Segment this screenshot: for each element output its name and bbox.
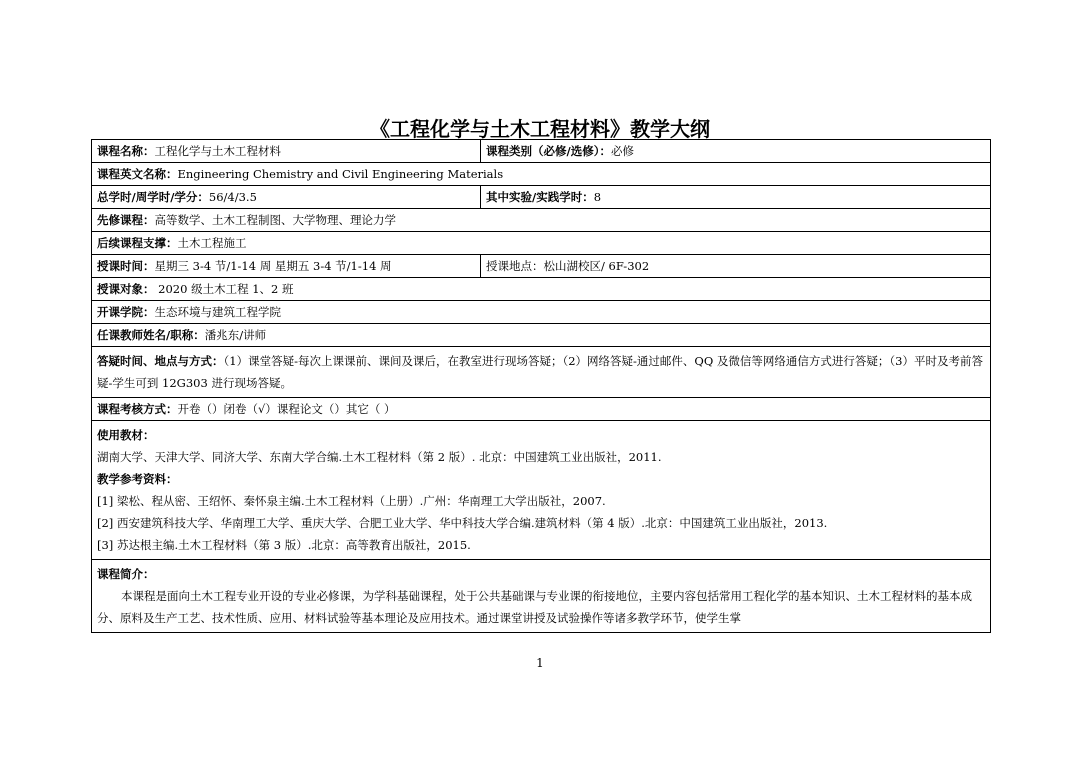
- intro-cell: [92, 560, 991, 633]
- row-exam: [92, 398, 991, 421]
- location-cell: [481, 255, 991, 278]
- teacher-label: 任课教师姓名/职称：: [97, 327, 205, 342]
- row-audience: [92, 278, 991, 301]
- teacher-value: 潘兆东/讲师: [204, 327, 267, 342]
- row-hours: [92, 186, 991, 209]
- college-cell: [92, 301, 991, 324]
- followup-value: 土木工程施工: [177, 235, 247, 250]
- qa-value: （1）课堂答疑-每次上课课前、课间及课后，在教室进行现场答疑；（2）网络答疑-通过邮件、QQ 及微信等网络通信方式进行答疑；（3）平时及考前答疑-学生可到 12G303 进行现场答疑。: [97, 354, 983, 390]
- college-label: 开课学院：: [97, 304, 155, 319]
- course-name-label: 课程名称：: [97, 143, 155, 158]
- textbook-label: 使用教材：: [97, 428, 155, 442]
- lab-hours-cell: [481, 186, 991, 209]
- intro-value: 本课程是面向土木工程专业开设的专业必修课，为学科基础课程，处于公共基础课与专业课的衔接地位，主要内容包括常用工程化学的基本知识、土木工程材料的基本成分、原料及生产工艺、技术性质、应用、材料试验等基本理论及应用技术。通过课堂讲授及试验操作等诸多教学环节，使学生掌: [97, 589, 972, 625]
- row-college: [92, 301, 991, 324]
- row-intro: [92, 560, 991, 633]
- prereq-cell: [92, 209, 991, 232]
- row-course-name: [92, 140, 991, 163]
- hours-value: 56/4/3.5: [208, 189, 257, 204]
- syllabus-table: [91, 139, 991, 633]
- course-type-value: 必修: [610, 143, 634, 158]
- course-type-label: 课程类别（必修/选修）：: [486, 143, 611, 158]
- reference-item: [3] 苏达根主编.土木工程材料（第 3 版）.北京：高等教育出版社，2015.: [97, 538, 471, 552]
- english-name-cell: [92, 163, 991, 186]
- english-name-label: 课程英文名称：: [97, 166, 178, 181]
- followup-label: 后续课程支撑：: [97, 235, 178, 250]
- course-type-cell: [481, 140, 991, 163]
- course-name-value: 工程化学与土木工程材料: [154, 143, 281, 158]
- row-followup: [92, 232, 991, 255]
- english-name-value: Engineering Chemistry and Civil Engineering Materials: [177, 166, 504, 181]
- schedule-cell: [92, 255, 481, 278]
- teacher-cell: [92, 324, 991, 347]
- row-prereq: [92, 209, 991, 232]
- row-schedule: [92, 255, 991, 278]
- college-value: 生态环境与建筑工程学院: [154, 304, 281, 319]
- row-teacher: [92, 324, 991, 347]
- reference-item: [1] 梁松、程从密、王绍怀、秦怀泉主编.土木工程材料（上册）.广州：华南理工大学出版社，2007.: [97, 494, 606, 508]
- row-english-name: [92, 163, 991, 186]
- exam-value: 开卷（）闭卷（√）课程论文（）其它（ ）: [177, 401, 396, 416]
- syllabus-title: 《工程化学与土木工程材料》教学大纲: [370, 117, 710, 141]
- exam-cell: [92, 398, 991, 421]
- materials-cell: [92, 421, 991, 560]
- location-value: 授课地点：松山湖校区/ 6F-302: [486, 258, 650, 273]
- prereq-value: 高等数学、土木工程制图、大学物理、理论力学: [154, 212, 396, 227]
- exam-label: 课程考核方式：: [97, 401, 178, 416]
- audience-cell: [92, 278, 991, 301]
- reference-item: [2] 西安建筑科技大学、华南理工大学、重庆大学、合肥工业大学、华中科技大学合编.建筑材料（第 4 版）.北京：中国建筑工业出版社，2013.: [97, 516, 828, 530]
- references-label: 教学参考资料：: [97, 472, 178, 486]
- qa-cell: [92, 347, 991, 398]
- hours-label: 总学时/周学时/学分：: [97, 189, 209, 204]
- row-materials: [92, 421, 991, 560]
- audience-value: 2020 级土木工程 1、2 班: [154, 281, 294, 296]
- lab-hours-label: 其中实验/实践学时：: [486, 189, 594, 204]
- followup-cell: [92, 232, 991, 255]
- qa-label: 答疑时间、地点与方式：: [97, 354, 224, 368]
- schedule-value: 星期三 3-4 节/1-14 周 星期五 3-4 节/1-14 周: [154, 258, 392, 273]
- lab-hours-value: 8: [593, 189, 602, 204]
- row-qa: [92, 347, 991, 398]
- audience-label: 授课对象：: [97, 281, 155, 296]
- course-name-cell: [92, 140, 481, 163]
- page-number: 1: [536, 656, 544, 670]
- schedule-label: 授课时间：: [97, 258, 155, 273]
- intro-label: 课程简介：: [97, 567, 155, 581]
- textbook-value: 湖南大学、天津大学、同济大学、东南大学合编.土木工程材料（第 2 版）. 北京：中国建筑工业出版社，2011.: [97, 450, 662, 464]
- hours-cell: [92, 186, 481, 209]
- prereq-label: 先修课程：: [97, 212, 155, 227]
